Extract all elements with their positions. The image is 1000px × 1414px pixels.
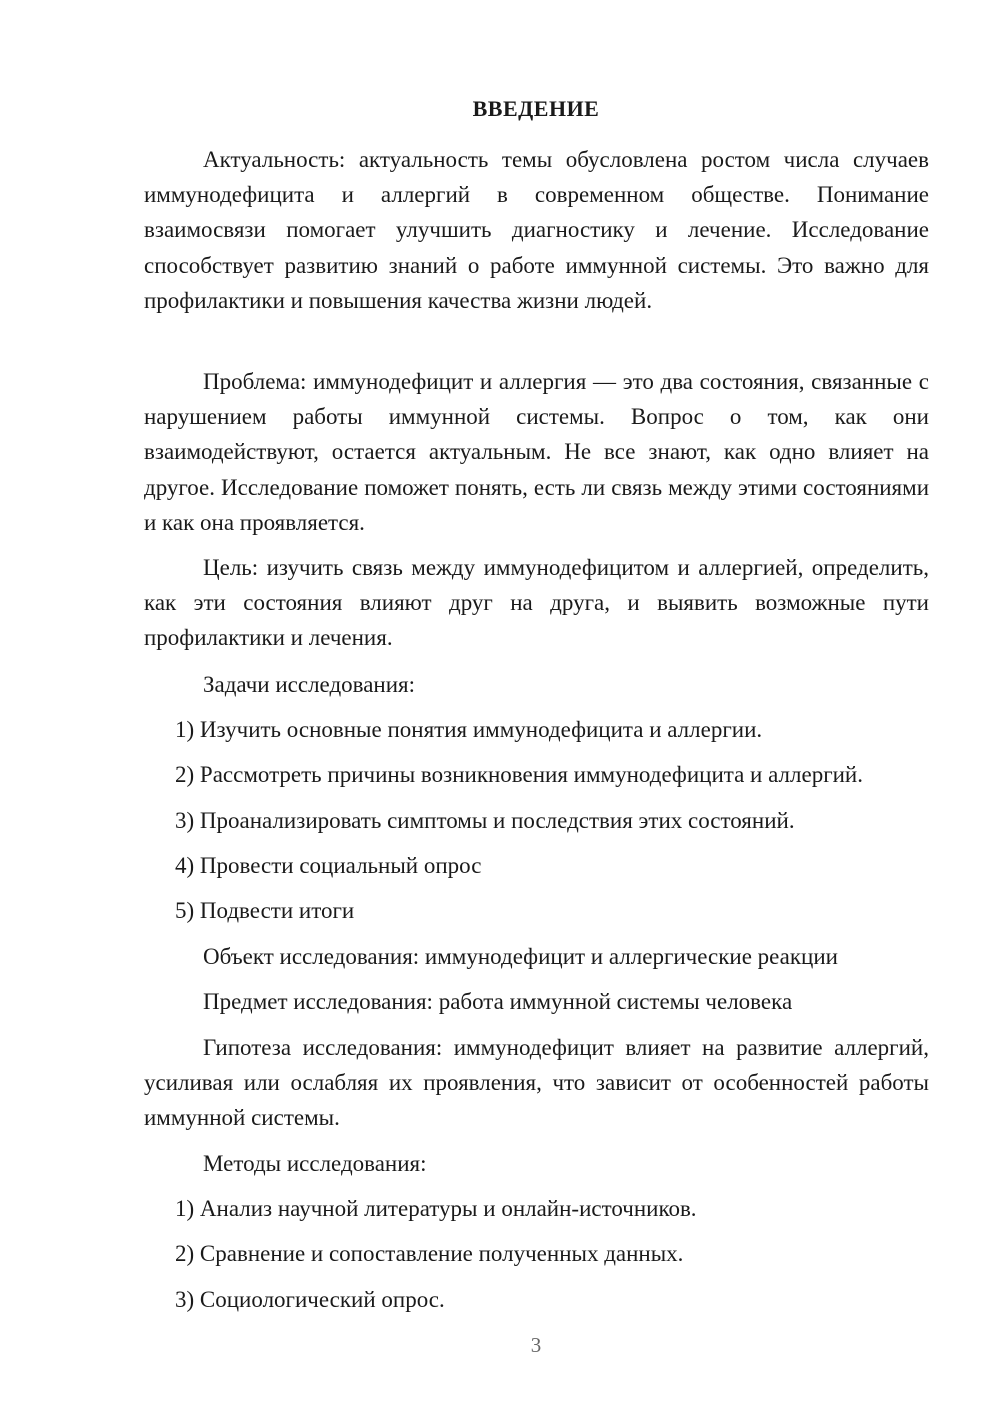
goal-paragraph: Цель: изучить связь между иммунодефицитом и аллергией, определить, как эти состояния влияют друг на друга, и выявить возможные пути профилактики и лечения. bbox=[144, 555, 929, 651]
method-item: 1) Анализ научной литературы и онлайн-источников. bbox=[175, 1196, 697, 1221]
relevance-paragraph: Актуальность: актуальность темы обусловлена ростом числа случаев иммунодефицита и аллергий в современном обществе. Понимание взаимосвязи помогает улучшить диагностику и лечение. Исследование способствует развитию знаний о работе иммунной системы. Это важно для профилактики и повышения качества жизни людей. bbox=[144, 147, 929, 313]
page-title: ВВЕДЕНИЕ bbox=[472, 96, 600, 121]
page-number: 3 bbox=[530, 1333, 542, 1357]
hypothesis-paragraph: Гипотеза исследования: иммунодефицит влияет на развитие аллергий, усиливая или ослабляя их проявления, что зависит от особенностей работы иммунной системы. bbox=[144, 1035, 929, 1131]
task-item: 4) Провести социальный опрос bbox=[175, 853, 482, 878]
tasks-heading: Задачи исследования: bbox=[203, 672, 416, 697]
task-item: 2) Рассмотреть причины возникновения иммунодефицита и аллергий. bbox=[175, 762, 863, 787]
method-item: 3) Социологический опрос. bbox=[175, 1287, 445, 1312]
problem-paragraph: Проблема: иммунодефицит и аллергия — это два состояния, связанные с нарушением работы иммунной системы. Вопрос о том, как они взаимодействуют, остается актуальным. Не все знают, как одно влияет на другое. Исследование поможет понять, есть ли связь между этими состояниями и как она проявляется. bbox=[144, 369, 929, 535]
method-item: 2) Сравнение и сопоставление полученных данных. bbox=[175, 1241, 684, 1266]
research-subject: Предмет исследования: работа иммунной системы человека bbox=[203, 989, 793, 1014]
task-item: 3) Проанализировать симптомы и последствия этих состояний. bbox=[175, 808, 795, 833]
task-item: 5) Подвести итоги bbox=[175, 898, 355, 923]
research-object: Объект исследования: иммунодефицит и аллергические реакции bbox=[203, 944, 838, 969]
methods-heading: Методы исследования: bbox=[203, 1151, 427, 1176]
task-item: 1) Изучить основные понятия иммунодефицита и аллергии. bbox=[175, 717, 763, 742]
